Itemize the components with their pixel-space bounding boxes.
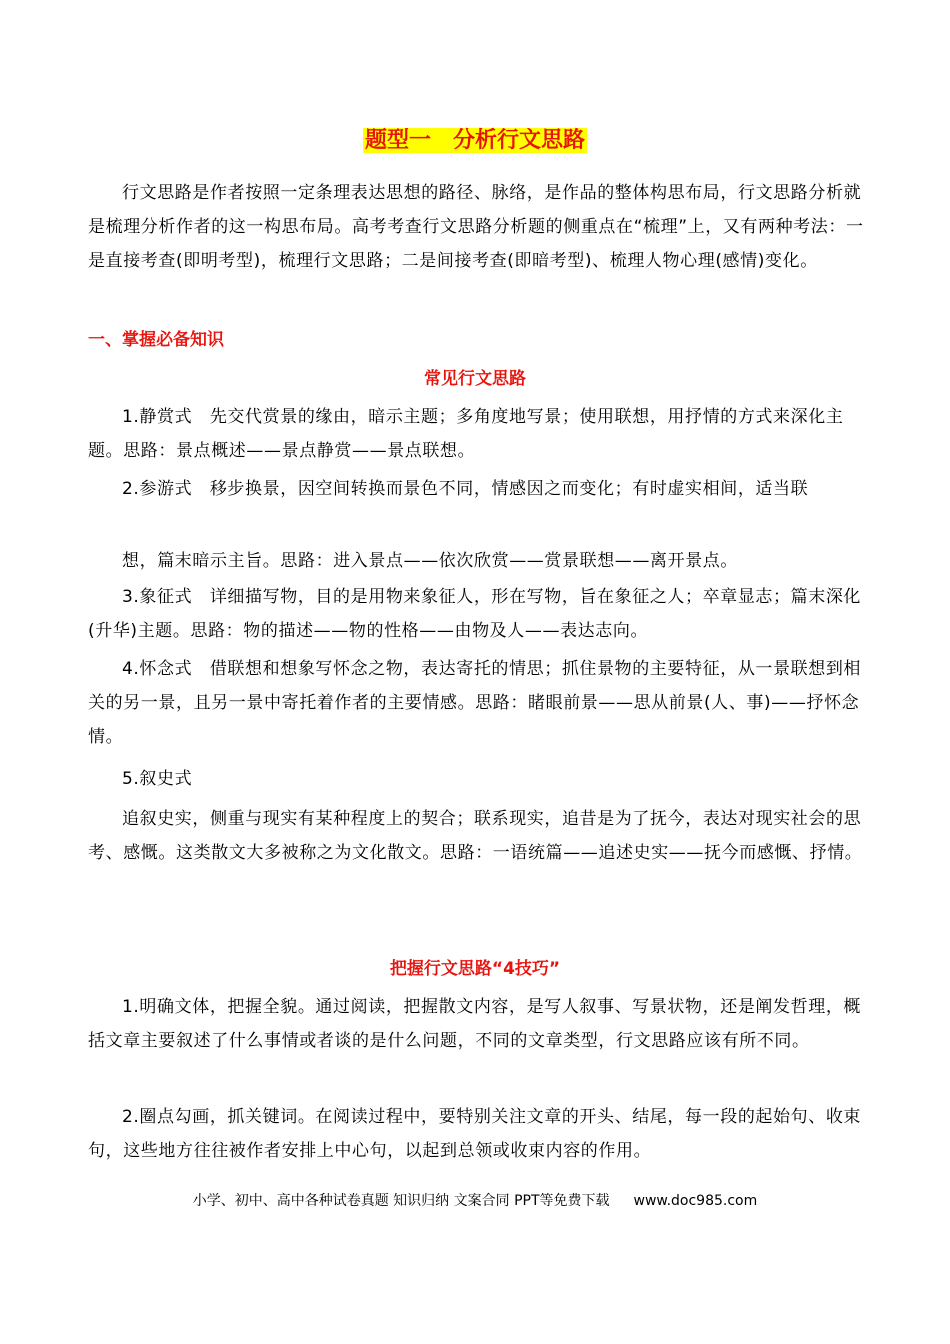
subheading-common-structures: 常见行文思路 [424, 369, 526, 389]
list-item-canyou-part1: 2.参游式 移步换景，因空间转换而景色不同，情感因之而变化；有时虚实相间，适当联 [122, 479, 809, 499]
page-title [0, 126, 950, 156]
list-item-jingshang: 1.静赏式 先交代赏景的缘由，暗示主题；多角度地写景；使用联想，用抒情的方式来深化主题。思路：景点概述——景点静赏——景点联想。 [88, 407, 844, 461]
skill-item-2: 2.圈点勾画，抓关键词。在阅读过程中，要特别关注文章的开头、结尾，每一段的起始句、收束句，这些地方往往被作者安排上中心句，以起到总领或收束内容的作用。 [88, 1107, 862, 1161]
list-item-canyou-part2: 想，篇末暗示主旨。思路：进入景点——依次欣赏——赏景联想——离开景点。 [122, 551, 738, 571]
list-item-xushi-body: 追叙史实，侧重与现实有某种程度上的契合；联系现实，追昔是为了抚今，表达对现实社会的思考、感慨。这类散文大多被称之为文化散文。思路：一语统篇——追述史实——抚今而感慨、抒情。 [88, 809, 863, 863]
page-footer [0, 1190, 950, 1212]
intro-paragraph: 行文思路是作者按照一定条理表达思想的路径、脉络，是作品的整体构思布局，行文思路分析就是梳理分析作者的这一构思布局。高考考查行文思路分析题的侧重点在“梳理”上，又有两种考法：一是直接考查(即明考型)，梳理行文思路；二是间接考查(即暗考型)、梳理人物心理(感情)变化。 [88, 183, 864, 271]
footer-text: 小学、初中、高中各种试卷真题 知识归纳 文案合同 PPT等免费下载 [192, 1193, 610, 1209]
list-item-huainian: 4.怀念式 借联想和想象写怀念之物，表达寄托的情思；抓住景物的主要特征，从一景联想到相关的另一景，且另一景中寄托着作者的主要情感。思路：睹眼前景——思从前景(人、事)——抒怀念情。 [88, 659, 862, 747]
footer-url[interactable]: www.doc985.com [633, 1193, 758, 1209]
section-heading-knowledge: 一、掌握必备知识 [88, 330, 224, 350]
list-item-xiangzheng: 3.象征式 详细描写物，目的是用物来象征人，形在写物，旨在象征之人；卒章显志；篇末深化(升华)主题。思路：物的描述——物的性格——由物及人——表达志向。 [88, 587, 862, 641]
subheading-four-skills: 把握行文思路“4技巧” [389, 959, 561, 979]
page-title-text: 题型一 分析行文思路 [364, 128, 585, 153]
skill-item-1: 1.明确文体，把握全貌。通过阅读，把握散文内容，是写人叙事、写景状物，还是阐发哲理，概括文章主要叙述了什么事情或者谈的是什么问题，不同的文章类型，行文思路应该有所不同。 [88, 997, 862, 1051]
list-item-xushi-title: 5.叙史式 [122, 769, 193, 789]
